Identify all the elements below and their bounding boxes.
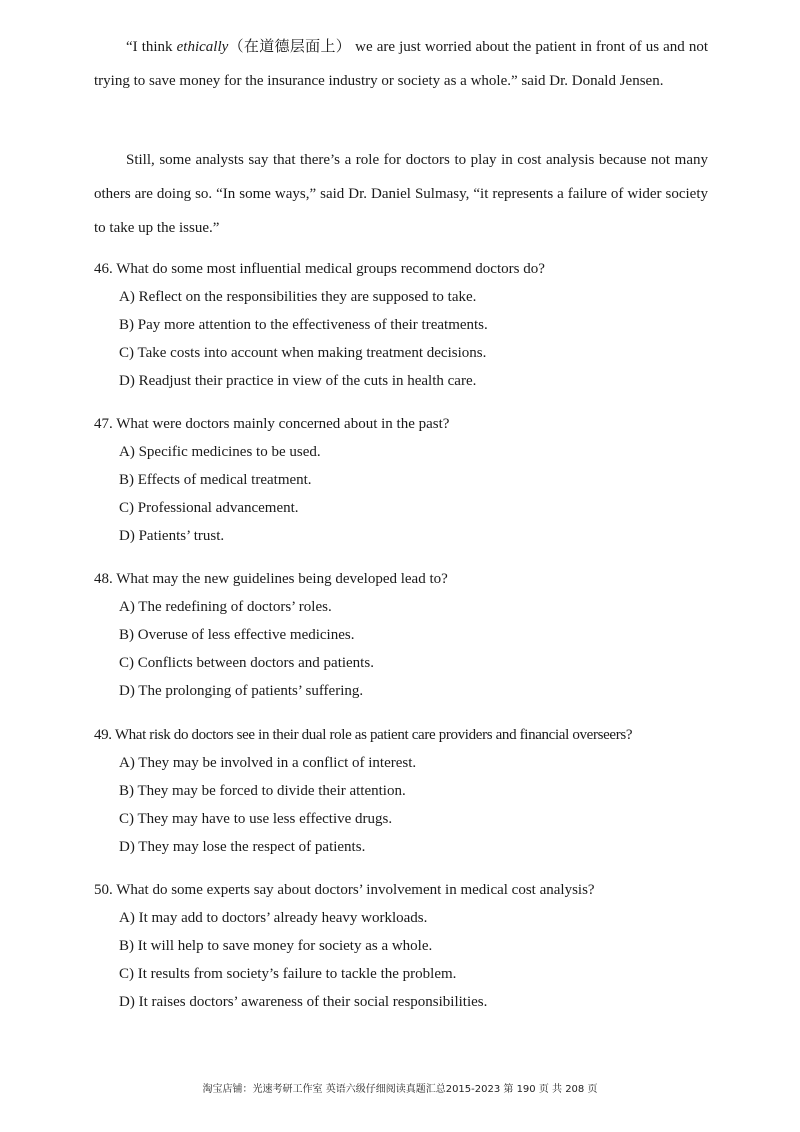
question-46-option-b: B) Pay more attention to the effectiveness of their treatments.: [119, 317, 488, 333]
question-47-option-a: A) Specific medicines to be used.: [119, 444, 321, 460]
question-46-option-c: C) Take costs into account when making treatment decisions.: [119, 345, 487, 361]
page-footer: 淘宝店铺：光速考研工作室 英语六级仔细阅读真题汇总2015-2023 第 190 页 共 208 页: [202, 1084, 598, 1095]
question-46-stem: 46. What do some most influential medical groups recommend doctors do?: [94, 261, 545, 277]
question-50-option-c: C) It results from society’s failure to tackle the problem.: [119, 966, 457, 982]
question-48-option-d: D) The prolonging of patients’ suffering.: [119, 683, 364, 699]
paragraph-1-open: “I think: [126, 39, 177, 55]
paragraph-2-text: Still, some analysts say that there’s a role for doctors to play in cost analysis because not many others are doing so. “In some ways,” said Dr. Daniel Sulmasy, “it represents a failure of wider society to take up the issue.”: [94, 152, 708, 236]
question-47-option-c: C) Professional advancement.: [119, 500, 299, 516]
question-48-option-b: B) Overuse of less effective medicines.: [119, 627, 355, 643]
paragraph-1-rest: （在道德层面上） we are just worried about the patient in front of us and not trying to save money for the insurance industry or society as a whole.” said Dr. Donald Jensen.: [94, 39, 708, 89]
question-49-option-d: D) They may lose the respect of patients.: [119, 839, 366, 855]
question-47-stem: 47. What were doctors mainly concerned about in the past?: [94, 416, 450, 432]
question-48-option-a: A) The redefining of doctors’ roles.: [119, 599, 332, 615]
question-50-stem: 50. What do some experts say about doctors’ involvement in medical cost analysis?: [94, 882, 595, 898]
passage-paragraph-1: [94, 30, 708, 98]
question-49-option-a: A) They may be involved in a conflict of interest.: [119, 755, 417, 771]
question-46-option-d: D) Readjust their practice in view of the cuts in health care.: [119, 373, 477, 389]
question-49-option-c: C) They may have to use less effective drugs.: [119, 811, 393, 827]
question-50-option-a: A) It may add to doctors’ already heavy workloads.: [119, 910, 428, 926]
question-50-option-b: B) It will help to save money for society as a whole.: [119, 938, 433, 954]
question-47-option-b: B) Effects of medical treatment.: [119, 472, 312, 488]
question-49-option-b: B) They may be forced to divide their attention.: [119, 783, 406, 799]
question-46-option-a: A) Reflect on the responsibilities they are supposed to take.: [119, 289, 477, 305]
question-49-stem: 49. What risk do doctors see in their dual role as patient care providers and financial overseers?: [94, 727, 633, 743]
question-47-option-d: D) Patients’ trust.: [119, 528, 225, 544]
passage-paragraph-2: [94, 143, 708, 245]
question-50-option-d: D) It raises doctors’ awareness of their social responsibilities.: [119, 994, 488, 1010]
emphasized-word: ethically: [176, 39, 229, 55]
question-48-option-c: C) Conflicts between doctors and patients.: [119, 655, 374, 671]
question-48-stem: 48. What may the new guidelines being developed lead to?: [94, 571, 448, 587]
